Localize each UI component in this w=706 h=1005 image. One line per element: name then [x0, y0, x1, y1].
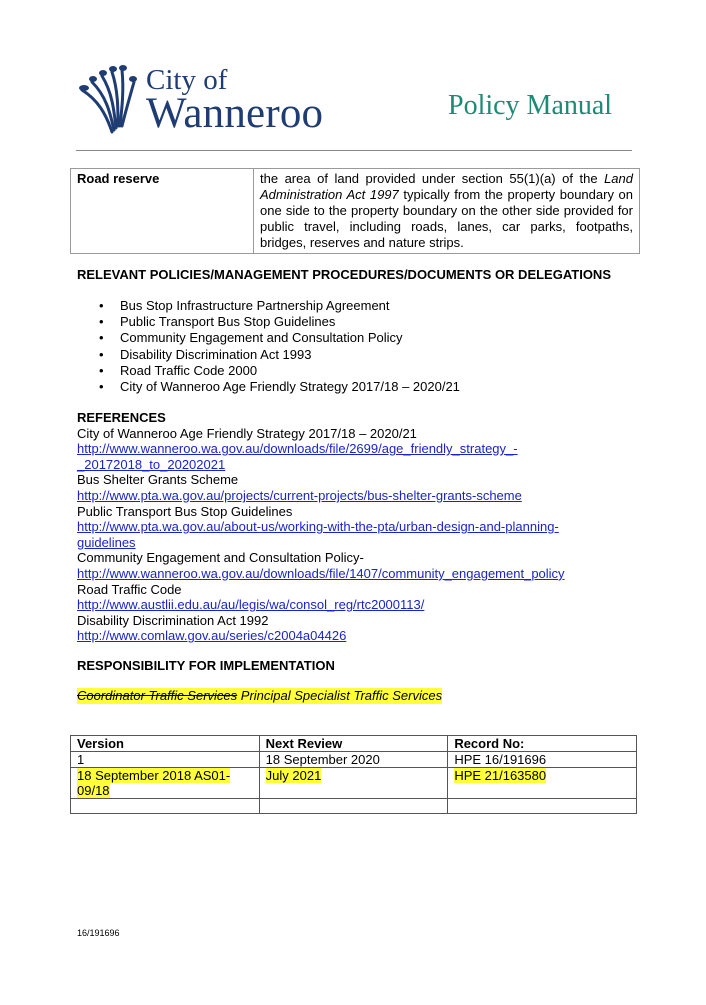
definition-text-before: the area of land provided under section 55(1)(a) of the	[260, 171, 605, 186]
list-item: • Public Transport Bus Stop Guidelines	[99, 314, 460, 330]
reference-title: Disability Discrimination Act 1992	[77, 612, 269, 628]
table-cell	[259, 768, 448, 799]
definition-row	[71, 169, 640, 254]
reference-title: Road Traffic Code	[77, 581, 182, 597]
reference-link[interactable]: http://www.pta.wa.gov.au/projects/current-projects/bus-shelter-grants-scheme	[77, 487, 522, 503]
footer-doc-reference: 16/191696	[77, 928, 120, 938]
definition-text-after: typically from the property boundary on one side to the property boundary on the other side provided for public travel, including roads, lanes, car parks, footpaths, bridges, reserves and nature strips.	[260, 187, 634, 250]
logo-text-wanneroo: Wanneroo	[146, 90, 324, 137]
responsible-officer	[77, 688, 442, 704]
reference-link[interactable]: http://www.pta.wa.gov.au/about-us/working-with-the-pta/urban-design-and-planning- guidelines	[77, 519, 559, 550]
logo-text-city-of: City of	[146, 64, 228, 96]
reference-title: Bus Shelter Grants Scheme	[77, 472, 239, 488]
table-cell: 1	[71, 752, 260, 768]
reference-link[interactable]: http://www.wanneroo.wa.gov.au/downloads/file/2699/age_friendly_strategy_- _20172018_to_20202021	[77, 441, 518, 472]
table-cell	[259, 799, 448, 814]
responsible-officer-current: Principal Specialist Traffic Services	[237, 688, 443, 703]
relevant-policies-heading: RELEVANT POLICIES/MANAGEMENT PROCEDURES/DOCUMENTS OR DELEGATIONS	[77, 267, 611, 282]
list-item: • City of Wanneroo Age Friendly Strategy 2017/18 – 2020/21	[99, 379, 460, 395]
header-divider	[76, 150, 632, 151]
definition-table	[70, 168, 640, 254]
definition-text	[254, 169, 640, 254]
table-cell: HPE 16/191696	[448, 752, 637, 768]
table-cell	[71, 799, 260, 814]
responsible-officer-struck: Coordinator Traffic Services	[77, 688, 238, 703]
table-row	[71, 799, 637, 814]
definition-act-name: Land Administration Act 1997	[260, 171, 633, 202]
wanneroo-logo-icon	[76, 64, 138, 134]
list-item: • Road Traffic Code 2000	[99, 363, 460, 379]
policy-manual-title: Policy Manual	[448, 90, 613, 121]
table-cell	[448, 768, 637, 799]
column-header-next-review: Next Review	[259, 736, 448, 752]
table-cell	[448, 799, 637, 814]
column-header-version: Version	[71, 736, 260, 752]
table-cell	[71, 768, 260, 799]
reference-link[interactable]: http://www.comlaw.gov.au/series/c2004a04426	[77, 628, 347, 644]
reference-title: Community Engagement and Consultation Policy-	[77, 550, 364, 566]
reference-title: City of Wanneroo Age Friendly Strategy 2017/18 – 2020/21	[77, 425, 417, 441]
city-of-wanneroo-logo	[76, 64, 326, 137]
table-row	[71, 752, 637, 768]
reference-link[interactable]: http://www.wanneroo.wa.gov.au/downloads/file/1407/community_engagement_policy	[77, 565, 565, 581]
table-cell: 18 September 2020	[259, 752, 448, 768]
reference-link[interactable]: http://www.austlii.edu.au/au/legis/wa/consol_reg/rtc2000113/	[77, 597, 425, 613]
version-table	[70, 735, 637, 814]
reference-title: Public Transport Bus Stop Guidelines	[77, 503, 293, 519]
highlighted-version: 18 September 2018 AS01-09/18	[77, 768, 231, 798]
definition-term: Road reserve	[71, 169, 254, 254]
list-item: • Disability Discrimination Act 1993	[99, 347, 460, 363]
table-row	[71, 768, 637, 799]
list-item: • Bus Stop Infrastructure Partnership Agreement	[99, 298, 460, 314]
highlighted-record-no: HPE 21/163580	[454, 768, 547, 783]
responsibility-heading: RESPONSIBILITY FOR IMPLEMENTATION	[77, 658, 335, 673]
column-header-record-no: Record No:	[448, 736, 637, 752]
references-section	[77, 410, 637, 644]
relevant-policies-list	[99, 298, 460, 395]
references-heading: REFERENCES	[77, 410, 166, 425]
table-header-row	[71, 736, 637, 752]
highlighted-next-review: July 2021	[265, 768, 322, 783]
list-item: • Community Engagement and Consultation Policy	[99, 330, 460, 346]
